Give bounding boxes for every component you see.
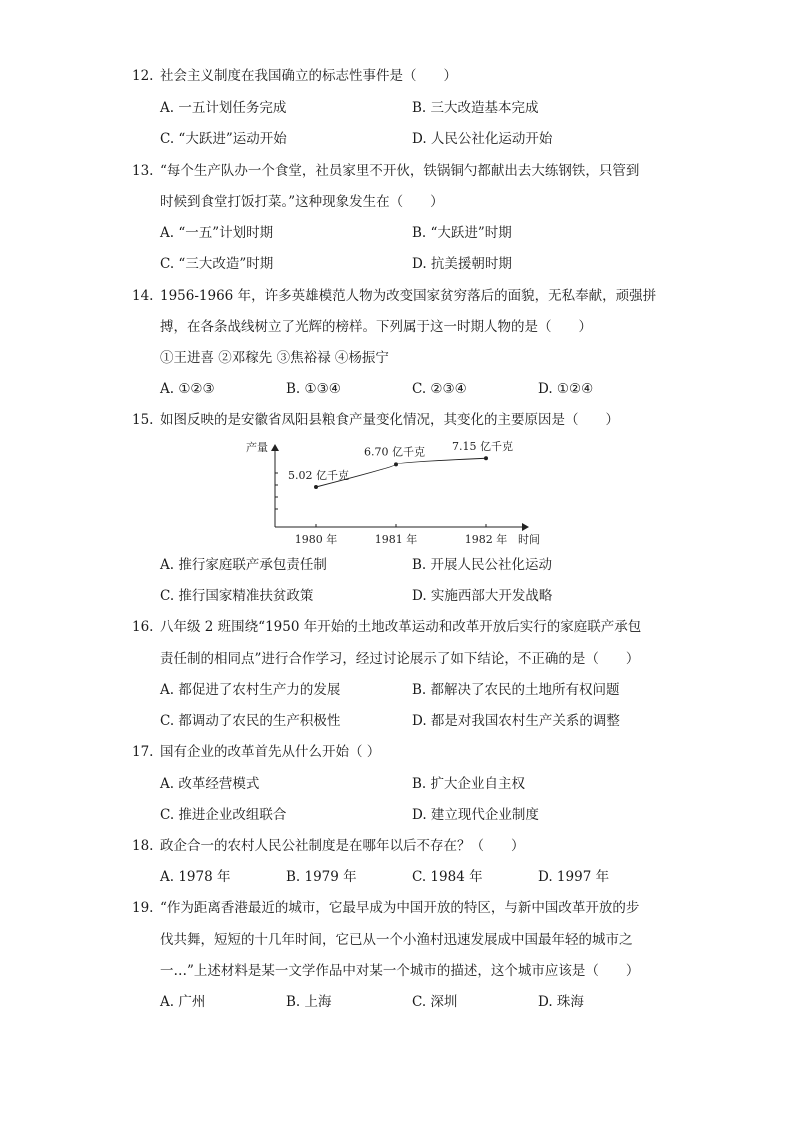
question-stem: 八年级 2 班围绕“1950 年开始的土地改革运动和改革开放后实行的家庭联产承包	[160, 619, 642, 635]
option-c[interactable]: C. 推进企业改组联合	[160, 807, 287, 823]
question-number: 14.	[132, 288, 154, 304]
question-stem: 如图反映的是安徽省凤阳县粮食产量变化情况，其变化的主要原因是（ ）	[160, 412, 619, 428]
question-number: 16.	[132, 619, 154, 635]
option-c[interactable]: C. “大跃进”运动开始	[160, 131, 287, 147]
option-c[interactable]: C. “三大改造”时期	[160, 256, 274, 272]
option-a[interactable]: A. 一五计划任务完成	[160, 100, 287, 116]
option-d[interactable]: D. 实施西部大开发战略	[412, 588, 553, 604]
question-stem: 搏，在各条战线树立了光辉的榜样。下列属于这一时期人物的是（ ）	[160, 319, 592, 335]
question-number: 15.	[132, 412, 154, 428]
option-b[interactable]: B. “大跃进”时期	[412, 225, 512, 241]
option-d[interactable]: D. 人民公社化运动开始	[412, 131, 553, 147]
question-stem: 时候到食堂打饭打菜。”这种现象发生在（ ）	[160, 194, 444, 210]
question-stem: 国有企业的改革首先从什么开始（ ）	[160, 744, 381, 760]
question-items: ①王进喜 ②邓稼先 ③焦裕禄 ④杨振宁	[160, 350, 389, 366]
y-axis-label: 产量	[246, 441, 268, 454]
option-a[interactable]: A. 广州	[160, 994, 206, 1010]
x-tick-label: 1982 年	[464, 533, 508, 546]
data-point	[484, 456, 488, 460]
x-tick-label: 1981 年	[374, 533, 418, 546]
question-stem: “每个生产队办一个食堂，社员家里不开伙，铁锅铜勺都献出去大练钢铁，只管到	[160, 163, 640, 179]
question-number: 18.	[132, 838, 154, 854]
option-a[interactable]: A. 1978 年	[160, 869, 231, 885]
option-a[interactable]: A. 改革经营模式	[160, 776, 260, 792]
question-stem: 伐共舞，短短的十几年时间，它已从一个小渔村迅速发展成中国最年轻的城市之	[160, 932, 633, 948]
data-point	[314, 485, 318, 489]
data-label: 7.15 亿千克	[452, 440, 513, 454]
question-stem: 一…”上述材料是某一文学作品中对某一个城市的描述，这个城市应该是（ ）	[160, 963, 640, 979]
question-stem: “作为距离香港最近的城市，它最早成为中国开放的特区，与新中国改革开放的步	[160, 900, 640, 916]
option-b[interactable]: B. 开展人民公社化运动	[412, 557, 553, 573]
option-c[interactable]: C. ②③④	[412, 381, 467, 397]
option-b[interactable]: B. 三大改造基本完成	[412, 100, 539, 116]
question-number: 13.	[132, 163, 154, 179]
option-a[interactable]: A. 都促进了农村生产力的发展	[160, 682, 341, 698]
option-b[interactable]: B. 扩大企业自主权	[412, 776, 526, 792]
option-d[interactable]: D. 抗美援朝时期	[412, 256, 512, 272]
option-b[interactable]: B. 都解决了农民的土地所有权问题	[412, 682, 620, 698]
option-d[interactable]: D. 1997 年	[538, 869, 610, 885]
option-c[interactable]: C. 1984 年	[412, 869, 483, 885]
option-c[interactable]: C. 都调动了农民的生产积极性	[160, 713, 341, 729]
grain-output-chart	[0, 433, 794, 553]
question-stem: 责任制的相同点”进行合作学习，经过讨论展示了如下结论，不正确的是（ ）	[160, 651, 640, 667]
option-b[interactable]: B. 1979 年	[286, 869, 357, 885]
data-point	[394, 462, 398, 466]
option-d[interactable]: D. 建立现代企业制度	[412, 807, 539, 823]
option-d[interactable]: D. 都是对我国农村生产关系的调整	[412, 713, 620, 729]
option-c[interactable]: C. 深圳	[412, 994, 458, 1010]
option-a[interactable]: A. ①②③	[160, 381, 215, 397]
question-number: 12.	[132, 68, 154, 84]
option-d[interactable]: D. ①②④	[538, 381, 594, 397]
x-tick-label: 1980 年	[294, 533, 338, 546]
option-b[interactable]: B. ①③④	[286, 381, 341, 397]
option-a[interactable]: A. “一五”计划时期	[160, 225, 274, 241]
question-number: 19.	[132, 900, 154, 916]
question-stem: 政企合一的农村人民公社制度是在哪年以后不存在？（ ）	[160, 838, 525, 854]
data-label: 5.02 亿千克	[288, 469, 349, 482]
option-b[interactable]: B. 上海	[286, 994, 332, 1010]
data-label: 6.70 亿千克	[364, 445, 425, 459]
option-c[interactable]: C. 推行国家精准扶贫政策	[160, 588, 314, 604]
question-stem: 1956-1966 年，许多英雄模范人物为改变国家贫穷落后的面貌，无私奉献，顽强拼	[160, 288, 657, 304]
option-a[interactable]: A. 推行家庭联产承包责任制	[160, 557, 327, 573]
question-number: 17.	[132, 744, 154, 760]
option-d[interactable]: D. 珠海	[538, 994, 584, 1010]
x-axis-label: 时间	[518, 533, 540, 546]
question-stem: 社会主义制度在我国确立的标志性事件是（ ）	[160, 68, 457, 84]
